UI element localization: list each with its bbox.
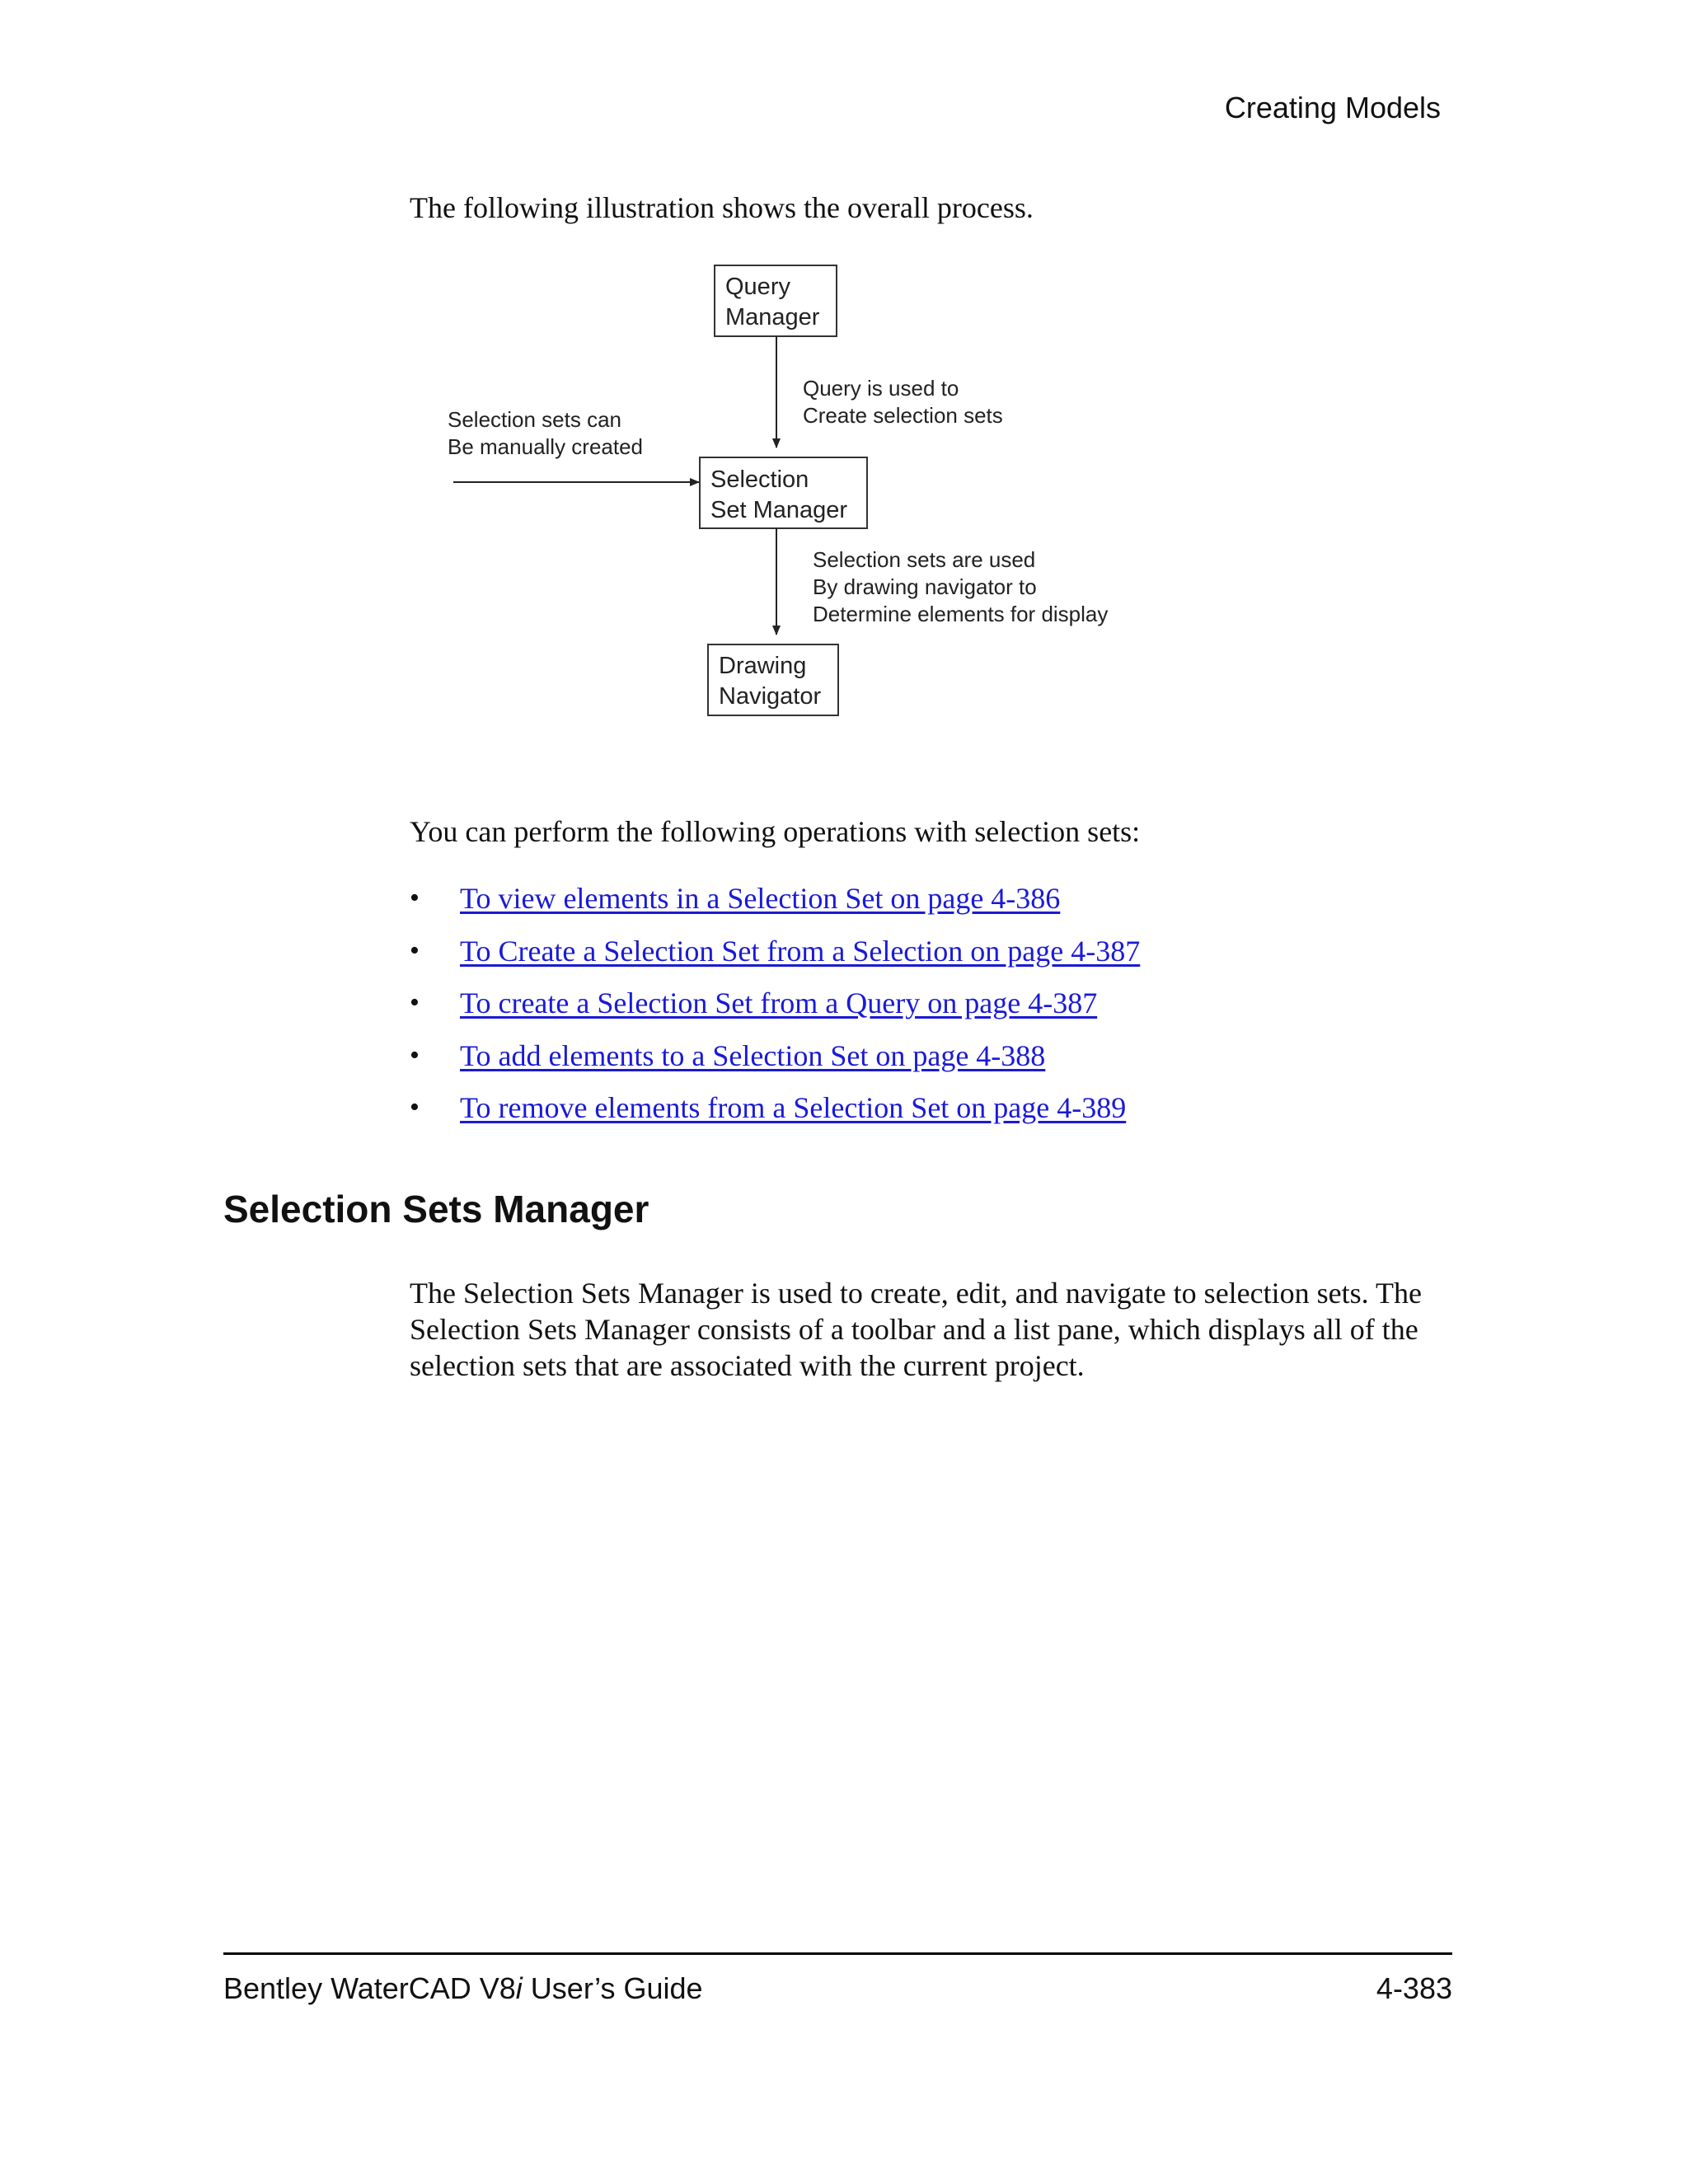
bullet-icon: • (410, 1092, 420, 1122)
query-note: Query is used to Create selection sets (803, 376, 1003, 428)
bullet-icon: • (410, 883, 420, 913)
process-diagram (429, 255, 1137, 725)
guide-title-prefix: Bentley WaterCAD V8 (223, 1971, 516, 2005)
section-paragraph: The Selection Sets Manager is used to create, edit, and navigate to selection sets. The Selection Sets Manager consists of a toolbar and a list pane, which displays all of the selection sets that are associated with the current project. (410, 1277, 1422, 1382)
bullet-icon: • (410, 1039, 420, 1071)
list-item (410, 1038, 1140, 1090)
selection-set-manager-label: Selection Set Manager (710, 466, 848, 523)
section-heading: Selection Sets Manager (223, 1188, 649, 1230)
operations-intro: You can perform the following operations with selection sets: (410, 815, 1141, 848)
navigator-note: Selection sets are used By drawing navigator to Determine elements for display (813, 547, 1109, 626)
link-remove-elements[interactable]: To remove elements from a Selection Set on page 4-389 (460, 1091, 1127, 1124)
guide-title-italic: i (515, 1971, 523, 2005)
page-number: 4-383 (1376, 1971, 1452, 2005)
link-create-from-query[interactable]: To create a Selection Set from a Query on page 4-387 (460, 987, 1098, 1019)
list-item (410, 1090, 1140, 1142)
footer-divider (223, 1952, 1452, 1955)
link-view-elements[interactable]: To view elements in a Selection Set on page 4-386 (460, 882, 1061, 915)
manual-creation-note: Selection sets can Be manually created (448, 407, 644, 459)
guide-title-suffix: User’s Guide (522, 1971, 703, 2005)
link-add-elements[interactable]: To add elements to a Selection Set on page 4-388 (460, 1038, 1046, 1072)
bullet-icon: • (410, 987, 420, 1018)
footer-guide-title (223, 1971, 703, 2006)
list-item (410, 985, 1140, 1038)
intro-paragraph: The following illustration shows the overall process. (410, 191, 1034, 224)
link-create-from-selection[interactable]: To Create a Selection Set from a Selection on page 4-387 (460, 934, 1141, 968)
query-manager-label: Query Manager (725, 274, 820, 330)
bullet-icon: • (410, 935, 420, 966)
list-item (410, 880, 1140, 933)
operations-list (410, 880, 1140, 1142)
running-header: Creating Models (1224, 91, 1441, 124)
drawing-navigator-label: Drawing Navigator (719, 653, 822, 710)
list-item (410, 933, 1140, 986)
